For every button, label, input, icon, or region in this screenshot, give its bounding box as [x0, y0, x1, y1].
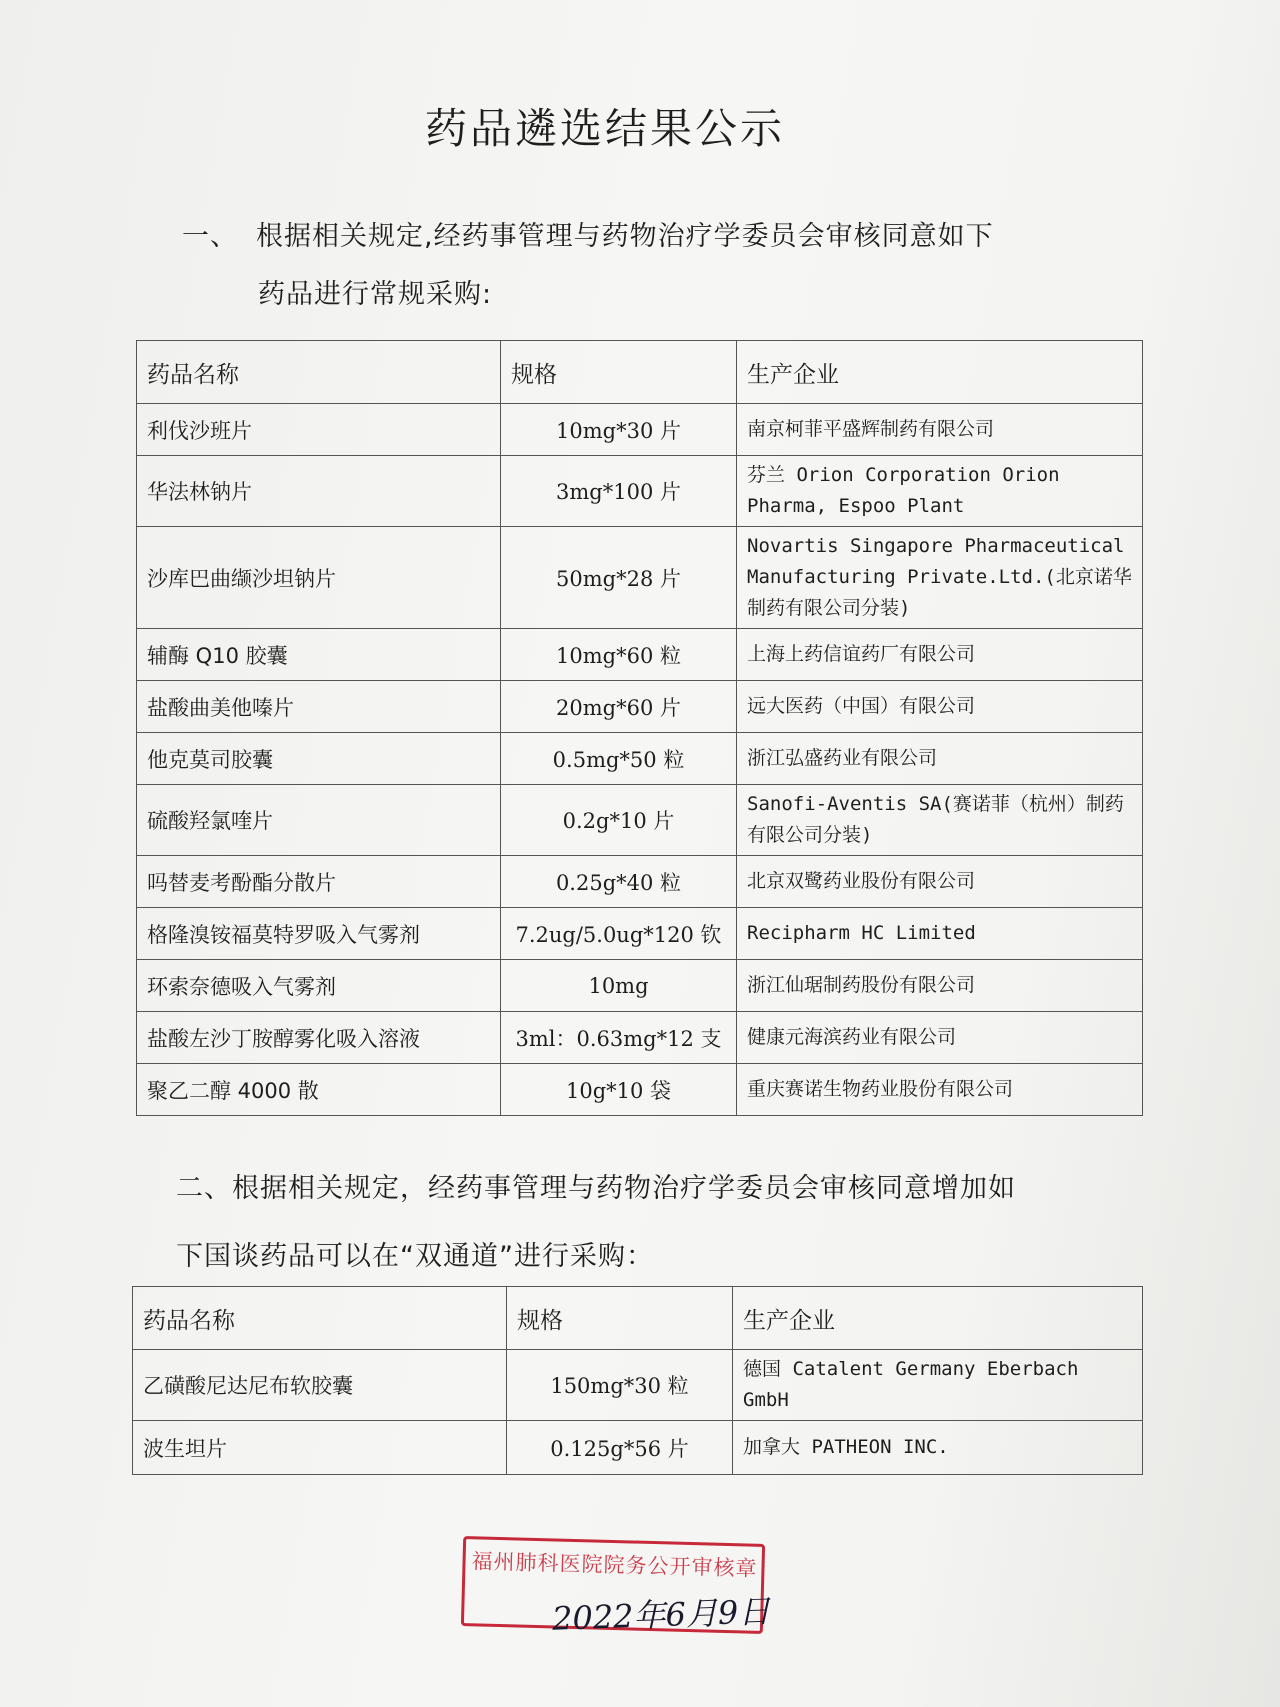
- table-row: [137, 629, 1143, 681]
- drug-spec: 3mg*100 片: [501, 456, 737, 527]
- table-row: [137, 908, 1143, 960]
- table-row: [137, 856, 1143, 908]
- drug-spec: 50mg*28 片: [501, 527, 737, 629]
- drug-name: 盐酸曲美他嗪片: [137, 681, 501, 733]
- drug-manufacturer: 远大医药（中国）有限公司: [737, 681, 1143, 733]
- drug-manufacturer: Recipharm HC Limited: [737, 908, 1143, 960]
- drug-spec: 10mg*60 粒: [501, 629, 737, 681]
- drug-name: 乙磺酸尼达尼布软胶囊: [133, 1350, 507, 1421]
- header-manufacturer: 生产企业: [733, 1287, 1143, 1350]
- drug-name: 格隆溴铵福莫特罗吸入气雾剂: [137, 908, 501, 960]
- header-name: 药品名称: [137, 341, 501, 404]
- drug-name: 聚乙二醇 4000 散: [137, 1064, 501, 1116]
- drug-manufacturer: 健康元海滨药业有限公司: [737, 1012, 1143, 1064]
- table-row: [137, 785, 1143, 856]
- drug-spec: 0.125g*56 片: [507, 1421, 733, 1475]
- drug-spec: 0.25g*40 粒: [501, 856, 737, 908]
- section1-line1: 根据相关规定,经药事管理与药物治疗学委员会审核同意如下: [256, 221, 994, 252]
- header-spec: 规格: [507, 1287, 733, 1350]
- drug-name: 硫酸羟氯喹片: [137, 785, 501, 856]
- drug-manufacturer: 上海上药信谊药厂有限公司: [737, 629, 1143, 681]
- drug-name: 沙库巴曲缬沙坦钠片: [137, 527, 501, 629]
- table-row: [133, 1421, 1143, 1475]
- table-row: [137, 1012, 1143, 1064]
- drug-manufacturer: 浙江弘盛药业有限公司: [737, 733, 1143, 785]
- table-row: [133, 1350, 1143, 1421]
- document-title: 药品遴选结果公示: [424, 104, 785, 153]
- drug-spec: 10mg*30 片: [501, 404, 737, 456]
- table-row: [137, 404, 1143, 456]
- drug-name: 环索奈德吸入气雾剂: [137, 960, 501, 1012]
- drug-name: 波生坦片: [133, 1421, 507, 1475]
- drug-spec: 0.2g*10 片: [501, 785, 737, 856]
- drug-manufacturer: 南京柯菲平盛辉制药有限公司: [737, 404, 1143, 456]
- drug-manufacturer: 芬兰 Orion Corporation Orion Pharma, Espoo Plant: [737, 456, 1143, 527]
- header-manufacturer: 生产企业: [737, 341, 1143, 404]
- stamp-text: 福州肺科医院院务公开审核章: [471, 1549, 758, 1581]
- drug-spec: 10g*10 袋: [501, 1064, 737, 1116]
- drug-spec: 0.5mg*50 粒: [501, 733, 737, 785]
- table-row: [137, 1064, 1143, 1116]
- table-header-row: [137, 341, 1143, 404]
- table-dual-channel: [132, 1286, 1143, 1475]
- drug-spec: 20mg*60 片: [501, 681, 737, 733]
- header-name: 药品名称: [133, 1287, 507, 1350]
- drug-name: 辅酶 Q10 胶囊: [137, 629, 501, 681]
- table-row: [137, 733, 1143, 785]
- drug-manufacturer: Sanofi-Aventis SA(赛诺菲（杭州）制药有限公司分装): [737, 785, 1143, 856]
- drug-spec: 150mg*30 粒: [507, 1350, 733, 1421]
- table-row: [137, 456, 1143, 527]
- table-row: [137, 527, 1143, 629]
- drug-manufacturer: 北京双鹭药业股份有限公司: [737, 856, 1143, 908]
- drug-spec: 3ml：0.63mg*12 支: [501, 1012, 737, 1064]
- drug-manufacturer: 德国 Catalent Germany Eberbach GmbH: [733, 1350, 1143, 1421]
- table-row: [137, 960, 1143, 1012]
- table-regular-procurement: [136, 340, 1143, 1116]
- drug-manufacturer: 重庆赛诺生物药业股份有限公司: [737, 1064, 1143, 1116]
- drug-spec: 10mg: [501, 960, 737, 1012]
- drug-name: 他克莫司胶囊: [137, 733, 501, 785]
- table-row: [137, 681, 1143, 733]
- table-header-row: [133, 1287, 1143, 1350]
- drug-name: 盐酸左沙丁胺醇雾化吸入溶液: [137, 1012, 501, 1064]
- drug-manufacturer: 浙江仙琚制药股份有限公司: [737, 960, 1143, 1012]
- drug-spec: 7.2ug/5.0ug*120 钦: [501, 908, 737, 960]
- header-spec: 规格: [501, 341, 737, 404]
- section1-line2: 药品进行常规采购:: [258, 279, 493, 310]
- drug-name: 华法林钠片: [137, 456, 501, 527]
- drug-name: 吗替麦考酚酯分散片: [137, 856, 501, 908]
- handwritten-date: 2022年6月9日: [551, 1592, 771, 1638]
- drug-name: 利伐沙班片: [137, 404, 501, 456]
- section2-line1: 二、根据相关规定，经药事管理与药物治疗学委员会审核同意增加如: [176, 1173, 1016, 1204]
- drug-manufacturer: Novartis Singapore Pharmaceutical Manufacturing Private.Ltd.(北京诺华制药有限公司分装): [737, 527, 1143, 629]
- section2-line2: 下国谈药品可以在“双通道”进行采购：: [176, 1241, 654, 1272]
- drug-manufacturer: 加拿大 PATHEON INC.: [733, 1421, 1143, 1475]
- section1-number: 一、: [182, 221, 238, 252]
